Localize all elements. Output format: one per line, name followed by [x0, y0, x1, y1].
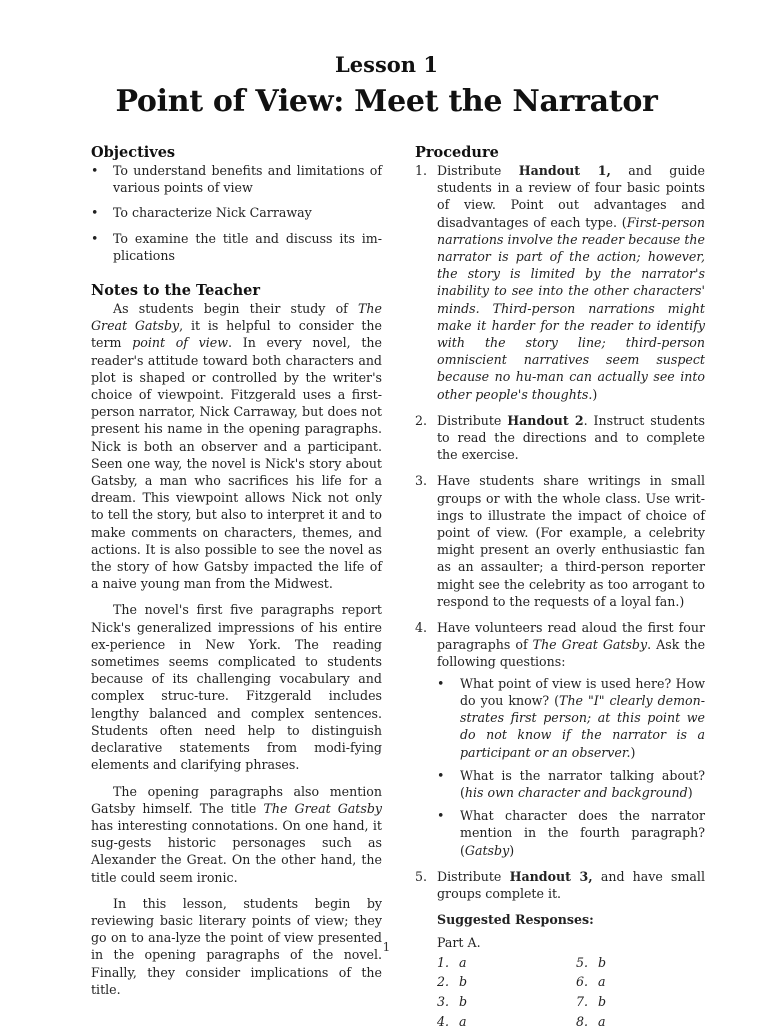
- question-item: • What is the narrator talking about? (his own character and background): [437, 767, 705, 800]
- procedure-step: 4. Have volunteers read aloud the first four paragraphs of The Great Gatsby. Ask the following questions: • What point of view is used here? How do you know? (The "I" clearly demon-strates first person; at this point we do not know if the narrator is a participant or an observer.) • What is the narrator talking about? (his own character and background) • What character does the narrator mention in the fourth paragraph? (Gatsby): [415, 620, 706, 858]
- notes-heading: Notes to the Teacher: [91, 282, 260, 300]
- suggested-responses: [415, 911, 705, 1030]
- answer-item: 7. b: [576, 993, 607, 1009]
- procedure-list: [415, 162, 705, 902]
- left-column: [91, 144, 382, 1007]
- answer-item: 8. a: [576, 1013, 606, 1029]
- answer-item: 5. b: [576, 954, 607, 970]
- procedure-step: 3. Have students share writings in small groups or with the whole class. Use writ-ings to illustrate the impact of choice of point of view. (For example, a celebrity might present an overly enthusiastic fan as an assaulter; a third-person reporter might see the celebrity as too arrogant to respond to the requests of a loyal fan.): [415, 473, 705, 609]
- bullet-icon: •: [91, 163, 99, 178]
- part-label: Part A.: [437, 935, 481, 951]
- objectives-heading: Objectives: [91, 144, 176, 161]
- procedure-step: 1. Distribute Handout 1, and guide students in a review of four basic points of view. Point out advantages and disadvantages of each type. (First-person narrations involve the reader because the narrator is part of the action; however, the story is limited by the narrator's inability to see into the other characters' minds. Third-person narrations might make it harder for the reader to identify with the story line; third-person omniscient narratives seem suspect because no hu-man can actually see into other people's thoughts.): [415, 163, 705, 402]
- notes-paragraph: The opening paragraphs also mention Gatsby himself. The title The Great Gatsby has interesting connotations. On one hand, it sug-gests historic personages such as Alexander the Great. On the other hand, the title could seem ironic.: [91, 783, 383, 885]
- page-number: 1: [382, 940, 391, 954]
- bullet-icon: •: [437, 767, 445, 783]
- objective-item: • To characterize Nick Carraway: [91, 205, 312, 221]
- answer-key: [437, 954, 705, 1030]
- bullet-icon: •: [437, 675, 445, 691]
- bullet-icon: •: [91, 230, 99, 246]
- bullet-icon: •: [91, 205, 99, 221]
- right-column: [415, 144, 705, 1030]
- objective-item: • To understand benefits and limitations of various points of view: [91, 163, 382, 196]
- procedure-step: 5. Distribute Handout 3, and have small groups complete it.: [415, 868, 705, 901]
- notes-paragraph: The novel's first five paragraphs report Nick's generalized impressions of his entire ex-perience in New York. The reading sometimes seems complicated to students because of its challenging vocabulary and complex struc-ture. Fitzgerald includes lengthy balanced and complex sentences. Students often need help to distinguish declarative statements from modi-fying elements and clarifying phrases.: [91, 602, 382, 773]
- notes-paragraph: In this lesson, students begin by reviewing basic literary points of view; they go on to ana-lyze the point of view presented in the opening paragraphs of the novel. Finally, they consider implications of the title.: [91, 895, 382, 997]
- suggested-responses-heading: Suggested Responses:: [437, 912, 594, 928]
- procedure-step: 2. Distribute Handout 2. Instruct students to read the directions and to complete the exercise.: [415, 412, 706, 463]
- answer-item: 1. a: [437, 954, 467, 970]
- answer-item: 4. a: [437, 1013, 467, 1029]
- bullet-icon: •: [437, 808, 445, 824]
- question-item: • What character does the narrator mention in the fourth paragraph? (Gatsby): [437, 808, 705, 858]
- procedure-heading: Procedure: [415, 144, 499, 161]
- discussion-questions: [437, 675, 705, 859]
- answer-item: 3. b: [437, 993, 468, 1009]
- lesson-number: Lesson 1: [335, 52, 438, 77]
- answer-item: 2. b: [437, 974, 468, 990]
- notes-paragraph: As students begin their study of The Great Gatsby, it is helpful to consider the term point of view. In every novel, the reader's attitude toward both characters and plot is shaped or controlled by the writer's choice of viewpoint. Fitzgerald uses a first-person narrator, Nick Carraway, but does not present his name in the opening paragraphs. Nick is both an observer and a participant. Seen one way, the novel is Nick's story about Gatsby, a man who sacrifices his life for a dream. This viewpoint allows Nick not only to tell the story, but also to interpret it and to make comments on characters, themes, and actions. It is also possible to see the novel as the story of how Gatsby impacted the life of a naive young man from the Midwest.: [91, 301, 382, 592]
- lesson-title: Point of View: Meet the Narrator: [115, 84, 658, 119]
- answer-item: 6. a: [576, 974, 606, 990]
- lesson-header: [0, 50, 773, 122]
- objective-item: • To examine the title and discuss its im-plications: [91, 230, 382, 263]
- objectives-list: [91, 162, 382, 264]
- question-item: • What point of view is used here? How do you know? (The "I" clearly demon-strates first person; at this point we do not know if the narrator is a participant or an observer.): [437, 675, 705, 760]
